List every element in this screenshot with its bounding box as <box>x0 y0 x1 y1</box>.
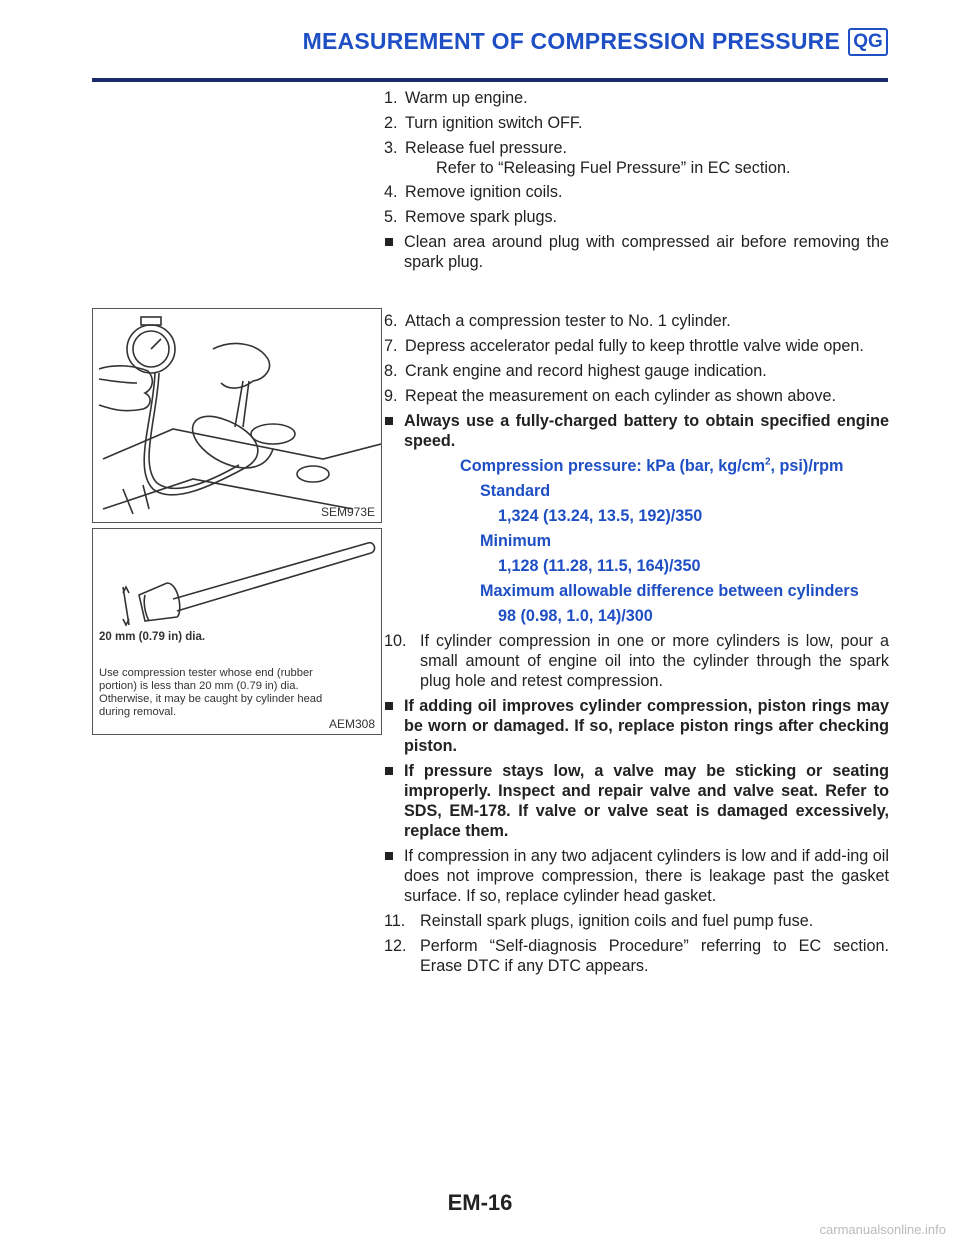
procedure-part-b <box>384 311 889 981</box>
step-10: 10. If cylinder compression in one or more cylinders is low, pour a small amount of engine oil into the cylinder through the spark plug hole and retest compression. <box>384 632 889 690</box>
step-7: 7. Depress accelerator pedal fully to keep throttle valve wide open. <box>384 337 864 355</box>
page-number: EM-16 <box>447 1190 513 1215</box>
step-9: 9. Repeat the measurement on each cylinder as shown above. <box>384 387 837 405</box>
step-3: 3. Release fuel pressure. Refer to “Releasing Fuel Pressure” in EC section. <box>384 138 889 178</box>
figure-compression-tester <box>92 308 382 523</box>
step-4: 4. Remove ignition coils. <box>384 183 563 201</box>
figure-code: AEM308 <box>328 717 375 731</box>
bullet-oil-improves: If adding oil improves cylinder compression, piston rings may be worn or damaged. If so, replace piston rings after checking piston. <box>384 696 889 756</box>
step-2: 2. Turn ignition switch OFF. <box>384 114 583 132</box>
tester-illustration <box>93 309 381 522</box>
spec-minimum-label: Minimum <box>480 532 552 550</box>
tester-note: Use compression tester whose end (rubber portion) is less than 20 mm (0.79 in) dia. Otherwise, it may be caught by cylinder head during removal. <box>99 667 323 718</box>
bullet-battery: Always use a fully-charged battery to obtain specified engine speed. <box>384 411 889 451</box>
step-12: 12. Perform “Self-diagnosis Procedure” referring to EC section. Erase DTC if any DTC appears. <box>384 937 889 975</box>
spec-heading: Compression pressure: kPa (bar, $kg/cm^2$, psi)/rpm <box>460 456 844 475</box>
spec-standard-label: Standard <box>480 482 551 500</box>
page-title: MEASUREMENT OF COMPRESSION PRESSURE <box>302 28 840 54</box>
bullet-clean-area: Clean area around plug with compressed air before removing the spark plug. <box>384 232 889 272</box>
watermark: carmanualsonline.info <box>819 1222 946 1237</box>
diameter-label: 20 mm (0.79 in) dia. <box>99 631 206 643</box>
step-5: 5. Remove spark plugs. <box>384 208 558 226</box>
spec-minimum-value: 1,128 (11.28, 11.5, 164)/350 <box>498 557 701 575</box>
spec-maxdiff-label: Maximum allowable difference between cylinders <box>480 582 859 600</box>
step-8: 8. Crank engine and record highest gauge indication. <box>384 362 767 380</box>
step-1: 1. Warm up engine. <box>384 89 528 107</box>
spec-standard-value: 1,324 (13.24, 13.5, 192)/350 <box>498 507 703 525</box>
header-rule <box>92 78 888 82</box>
bullet-adjacent-cylinders: If compression in any two adjacent cylinders is low and if add-ing oil does not improve compression, there is leakage past the gasket surface. If so, replace cylinder head gasket. <box>384 846 889 906</box>
spec-maxdiff-value: 98 (0.98, 1.0, 14)/300 <box>498 607 653 625</box>
bullet-pressure-low: If pressure stays low, a valve may be sticking or seating improperly. Inspect and repair valve and valve seat. Refer to SDS, EM-178. If valve or valve seat is damaged excessively, replace them. <box>384 761 889 841</box>
procedure-part-a <box>384 88 889 277</box>
step-11: 11. Reinstall spark plugs, ignition coils and fuel pump fuse. <box>384 912 814 930</box>
figure-tester-tip <box>92 528 382 735</box>
section-code-badge: QG <box>848 28 888 56</box>
figure-code: SEM973E <box>320 505 375 519</box>
step-6: 6. Attach a compression tester to No. 1 cylinder. <box>384 312 731 330</box>
step-3-reference: Refer to “Releasing Fuel Pressure” in EC section. <box>436 159 791 177</box>
